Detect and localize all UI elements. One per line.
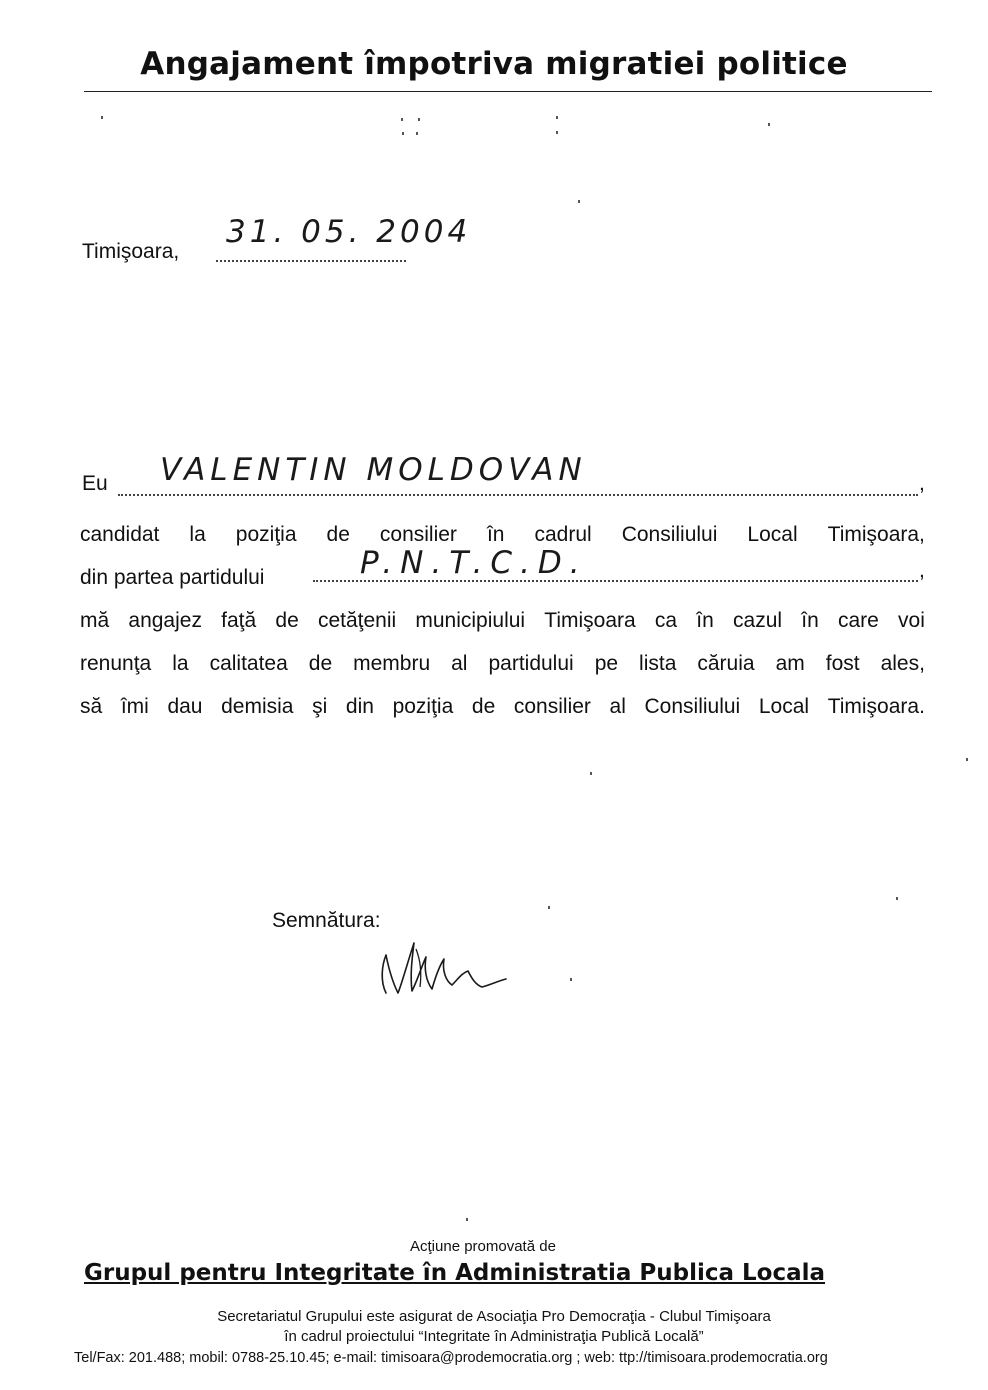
paragraph-word: renunţa	[80, 652, 152, 675]
footer-action-text: Acţiune promovată de	[410, 1238, 556, 1255]
scan-speck	[578, 200, 580, 203]
paragraph-word: de	[308, 652, 333, 675]
paragraph-word: demisia	[221, 695, 294, 718]
scan-speck	[416, 132, 418, 135]
name-line-comma: ,	[919, 472, 925, 495]
scan-speck	[966, 758, 968, 761]
name-dotted-line	[118, 494, 918, 496]
paragraph-word: Local	[747, 523, 798, 546]
scan-speck	[466, 1218, 468, 1221]
paragraph-word: faţă	[221, 609, 257, 632]
scan-speck	[556, 116, 558, 119]
paragraph-word: municipiului	[415, 609, 526, 632]
scan-speck	[101, 116, 103, 119]
paragraph-word: ales,	[880, 652, 925, 675]
paragraph-line-3	[80, 599, 925, 642]
scan-speck	[418, 118, 420, 121]
paragraph-word: Timişoara.	[827, 695, 925, 718]
paragraph-word: cadrul	[534, 523, 592, 546]
paragraph-word: pe	[594, 652, 619, 675]
name-label: Eu	[82, 472, 108, 495]
paragraph-word: căruia	[697, 652, 755, 675]
paragraph-word: ca	[654, 609, 678, 632]
paragraph-word: candidat	[80, 523, 160, 546]
paragraph-word: în	[801, 609, 819, 632]
paragraph-word: calitatea	[209, 652, 288, 675]
paragraph-word: Timişoara,	[827, 523, 925, 546]
paragraph-word: consilier	[379, 523, 457, 546]
paragraph-line-5	[80, 685, 925, 728]
paragraph-word: la	[172, 652, 189, 675]
paragraph-word: la	[189, 523, 206, 546]
paragraph-word: Local	[758, 695, 810, 718]
footer-contact: Tel/Fax: 201.488; mobil: 0788-25.10.45; e-mail: timisoara@prodemocratia.org ; web: ttp://timisoara.prodemocratia.org	[74, 1350, 828, 1366]
paragraph-word: poziţia	[392, 695, 454, 718]
paragraph-word: poziţia	[235, 523, 297, 546]
paragraph-word: voi	[898, 609, 925, 632]
paragraph-word: de	[471, 695, 496, 718]
paragraph-word: membru	[353, 652, 431, 675]
paragraph-word: în	[486, 523, 505, 546]
scan-speck	[556, 131, 558, 134]
paragraph-word: dau	[167, 695, 203, 718]
paragraph-word: partidului	[488, 652, 574, 675]
paragraph-word: cazul	[733, 609, 783, 632]
footer-project: în cadrul proiectului “Integritate în Administraţia Publică Locală”	[284, 1328, 704, 1345]
scan-speck	[768, 123, 770, 126]
scan-speck	[590, 772, 592, 775]
date-handwritten-value: 31. 05. 2004	[226, 214, 472, 250]
scan-speck	[896, 897, 898, 900]
paragraph-word: fost	[825, 652, 860, 675]
document-title: Angajament împotriva migratiei politice	[140, 46, 848, 82]
paragraph-word: cetăţenii	[317, 609, 397, 632]
footer-secretariat: Secretariatul Grupului este asigurat de Asociaţia Pro Democraţia - Clubul Timişoara	[217, 1308, 771, 1325]
handwritten-signature	[372, 935, 517, 1005]
paragraph-line-4	[80, 642, 925, 685]
paragraph-word: al	[451, 652, 468, 675]
paragraph-word: lista	[639, 652, 677, 675]
paragraph-word: din	[345, 695, 374, 718]
paragraph-word: am	[775, 652, 805, 675]
paragraph-word: consilier	[513, 695, 591, 718]
scan-speck	[548, 906, 550, 909]
paragraph-word: angajez	[128, 609, 202, 632]
footer-organization: Grupul pentru Integritate în Administratia Publica Locala	[84, 1260, 826, 1286]
paragraph-word: de	[326, 523, 350, 546]
paragraph-word: mă	[80, 609, 110, 632]
scan-speck	[401, 118, 403, 121]
scan-speck	[570, 978, 572, 981]
title-underline	[84, 91, 932, 92]
paragraph-word: în	[696, 609, 714, 632]
paragraph-word: care	[837, 609, 879, 632]
party-label: din partea partidului	[80, 566, 265, 589]
paragraph-word: al	[609, 695, 626, 718]
paragraph-word: îmi	[120, 695, 149, 718]
scan-speck	[402, 132, 404, 135]
paragraph-word: să	[80, 695, 103, 718]
party-line-comma: ,	[919, 559, 925, 582]
date-dotted-line	[216, 260, 406, 262]
paragraph-word: Consiliului	[621, 523, 718, 546]
paragraph-word: de	[275, 609, 299, 632]
paragraph-word: Consiliului	[644, 695, 741, 718]
signature-label: Semnătura:	[272, 909, 381, 932]
paragraph-word: Timişoara	[544, 609, 636, 632]
paragraph-word: şi	[312, 695, 328, 718]
party-handwritten-value: P.N.T.C.D.	[360, 545, 588, 581]
name-handwritten-value: VALENTIN MOLDOVAN	[160, 452, 587, 488]
date-label: Timişoara,	[82, 240, 180, 263]
